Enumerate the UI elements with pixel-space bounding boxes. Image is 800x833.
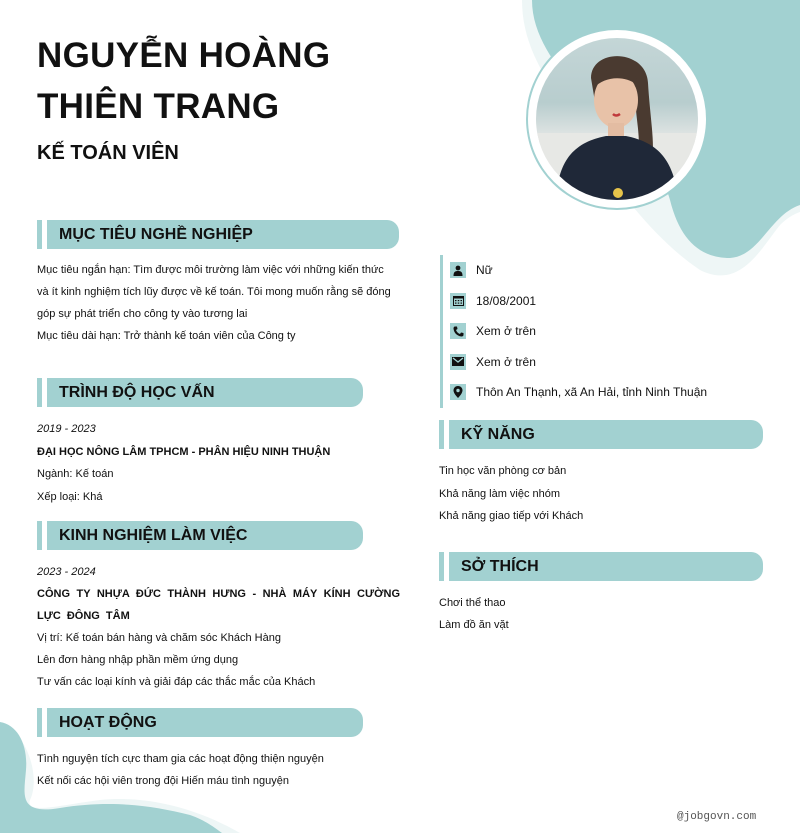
location-icon <box>450 384 466 400</box>
name-line-1: NGUYỄN HOÀNG <box>37 36 331 75</box>
skill-item: Khả năng giao tiếp với Khách <box>439 510 584 522</box>
skill-item: Khả năng làm việc nhóm <box>439 487 561 500</box>
contact-value: Thôn An Thạnh, xã An Hải, tỉnh Ninh Thuận <box>476 385 708 400</box>
calendar-icon <box>450 293 466 309</box>
phone-icon <box>450 323 466 339</box>
section-title: MỤC TIÊU NGHỀ NGHIỆP <box>47 220 399 249</box>
section-title: TRÌNH ĐỘ HỌC VẤN <box>47 378 363 407</box>
objective-content <box>37 259 392 347</box>
skills-content <box>439 460 759 528</box>
section-accent-bar <box>37 220 42 249</box>
contact-address <box>443 377 763 408</box>
objective-short-term: Mục tiêu ngắn hạn: Tìm được môi trường làm việc với những kiến thức và ít kinh nghiệm tích lũy được về kế toán. Tôi mong muốn rằng sẽ đóng góp sự phát triển cho công ty vào tương lai <box>37 264 391 320</box>
section-accent-bar <box>439 552 444 581</box>
contact-value: Xem ở trên <box>476 354 536 369</box>
portrait-image <box>536 38 698 200</box>
experience-company: CÔNG TY NHỰA ĐỨC THÀNH HƯNG - NHÀ MÁY KÍNH CƯỜNG LỰC ĐÔNG TÂM <box>37 588 400 622</box>
section-accent-bar <box>37 708 42 737</box>
section-header-education <box>37 378 363 407</box>
education-content <box>37 418 407 508</box>
experience-position: Vị trí: Kế toán bán hàng và chăm sóc Khách Hàng <box>37 632 281 644</box>
section-title: HOẠT ĐỘNG <box>47 708 363 737</box>
experience-content <box>37 561 400 693</box>
hobby-item: Làm đồ ăn vặt <box>439 619 509 631</box>
name-line-2: THIÊN TRANG <box>37 87 280 126</box>
watermark: @jobgovn.com <box>677 811 757 823</box>
avatar <box>536 38 698 200</box>
avatar-frame <box>528 30 706 208</box>
hobbies-content <box>439 592 759 636</box>
section-header-skills <box>439 420 763 449</box>
contact-gender <box>443 255 763 286</box>
job-title: KẾ TOÁN VIÊN <box>37 142 179 164</box>
person-icon <box>450 262 466 278</box>
objective-long-term: Mục tiêu dài hạn: Trở thành kế toán viên của Công ty <box>37 330 296 342</box>
experience-task: Tư vấn các loại kính và giải đáp các thắc mắc của Khách <box>37 676 316 688</box>
email-icon <box>450 354 466 370</box>
section-title: KỸ NĂNG <box>449 420 763 449</box>
experience-period: 2023 - 2024 <box>37 566 96 578</box>
contact-birthday <box>443 286 763 317</box>
contact-value: Xem ở trên <box>476 324 536 339</box>
activity-item: Tình nguyện tích cực tham gia các hoạt động thiện nguyện <box>37 753 324 765</box>
section-header-hobbies <box>439 552 763 581</box>
contact-info <box>440 255 763 408</box>
education-school: ĐẠI HỌC NÔNG LÂM TPHCM - PHÂN HIỆU NINH THUẬN <box>37 445 331 458</box>
activities-content <box>37 748 407 792</box>
hobby-item: Chơi thể thao <box>439 597 506 609</box>
section-accent-bar <box>37 378 42 407</box>
education-grade: Xếp loại: Khá <box>37 490 103 503</box>
section-accent-bar <box>37 521 42 550</box>
section-header-activities <box>37 708 363 737</box>
section-header-experience <box>37 521 363 550</box>
activity-item: Kết nối các hội viên trong đội Hiến máu tình nguyện <box>37 775 289 787</box>
education-major: Ngành: Kế toán <box>37 468 114 480</box>
contact-value: Nữ <box>476 263 493 278</box>
section-accent-bar <box>439 420 444 449</box>
section-title: SỞ THÍCH <box>449 552 763 581</box>
contact-phone <box>443 316 763 347</box>
education-period: 2019 - 2023 <box>37 423 96 435</box>
section-header-objective <box>37 220 399 249</box>
candidate-name <box>37 30 457 132</box>
section-title: KINH NGHIỆM LÀM VIỆC <box>47 521 363 550</box>
experience-task: Lên đơn hàng nhập phần mềm ứng dụng <box>37 654 239 666</box>
contact-value: 18/08/2001 <box>476 293 537 308</box>
skill-item: Tin học văn phòng cơ bản <box>439 465 567 477</box>
contact-email <box>443 347 763 378</box>
